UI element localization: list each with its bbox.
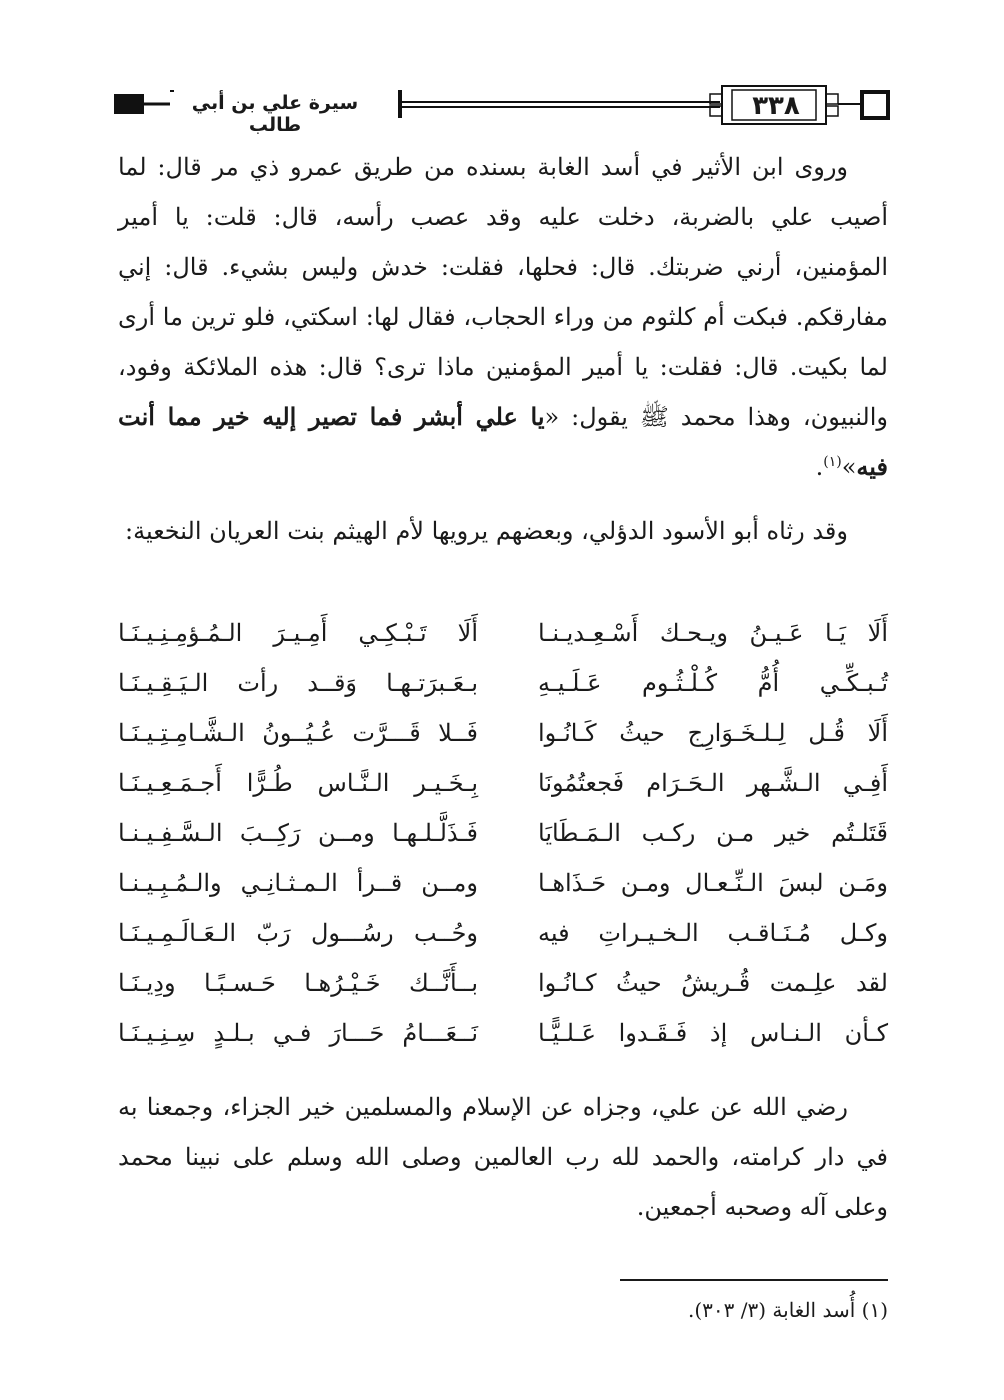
paragraph-elegy-intro	[118, 506, 888, 556]
closing-text: رضي الله عن علي، وجزاه عن الإسلام والمسلمين خير الجزاء، وجمعنا به في دار كرامته، والحمد لله رب العالمين وصلى الله وسلم على نبينا محمد وعلى آله وصحبه أجمعين.	[118, 1093, 888, 1221]
footnote-separator	[620, 1279, 888, 1281]
elegy-intro-text: وقد رثاه أبو الأسود الدؤلي، وبعضهم يرويها لأم الهيثم بنت العريان النخعية:	[125, 517, 848, 545]
poem-verse	[118, 808, 888, 858]
verse-first-hemistich: قَتَلـتُم خير مـن ركـب الـمَـطَايَا	[538, 819, 888, 847]
paragraph-closing	[118, 1082, 888, 1232]
narration-text: وروى ابن الأثير في أسد الغابة بسنده من طريق عمرو ذي مر قال: لما أصيب علي بالضربة، دخلت عليه وقد عصب رأسه، قال: قلت: يا أمير المؤمنين، أرني ضربتك. قال: فحلها، فقلت: خدش وليس بشيء. قال: إني مفارقكم. فبكت أم كلثوم من وراء الحجاب، فقال لها: اسكتي، فلو ترين ما أرى لما بكيت. قال: فقلت: يا أمير المؤمنين ماذا ترى؟ قال: هذه الملائكة وفود، والنبيون، وهذا محمد ﷺ يقول: «	[118, 153, 889, 431]
hadith-quote: يا علي أبشر فما تصير إليه خير مما أنت فيه	[118, 402, 888, 481]
footnote-marker: (١)	[823, 454, 842, 470]
verse-first-hemistich: ومَـن لبسَ الـنِّـعـال ومـن حَـذَاهـا	[538, 869, 888, 897]
verse-first-hemistich: أَلَا قُـل لِـلـخَـوَارِج حيثُ كَـانُـوا	[538, 719, 888, 747]
verse-second-hemistich: فَــلا قَـــرَّت عُـيُــونُ الـشَّـامِـتِـيـنَـا	[118, 719, 478, 747]
quote-close: »	[841, 453, 857, 481]
verse-second-hemistich: نَــعَـــامُ حَـــارَ فـي بـلـدٍ سِـنِـيـنَـا	[118, 1019, 478, 1047]
poem-verse	[118, 1008, 888, 1058]
verse-second-hemistich: بــأَنَّــك خَـيْـرُهـا حَـسـبًـا ودِيـنَـا	[118, 969, 478, 997]
poem-verse	[118, 758, 888, 808]
period: .	[815, 453, 824, 481]
paragraph-narration	[118, 142, 888, 492]
poem-verse	[118, 658, 888, 708]
verse-first-hemistich: أَلَا يَـا عَـيـنُ ويـحـك أَسْـعِـديـنـا	[538, 619, 888, 647]
page-number: ٣٣٨	[752, 91, 800, 121]
verse-second-hemistich: ومــن قــرأ الـمـثـانِـي والـمُـبِـيـنـا	[118, 869, 478, 897]
verse-first-hemistich: أَفِـي الـشَّـهر الـحَـرَام فَجعتُمُونَا	[538, 769, 888, 797]
poem-verse	[118, 708, 888, 758]
verse-second-hemistich: بِـخَـيـر الـنَّـاس طُـرًّا أَجـمَـعِـيـنَـا	[118, 769, 478, 797]
poem-verse	[118, 908, 888, 958]
poem-verse	[118, 958, 888, 1008]
running-title: سيرة علي بن أبي طالب	[170, 92, 380, 136]
verse-second-hemistich: فَـذَلَّـلـهـا ومــن رَكِــبَ الـسَّـفِـيـنـا	[118, 819, 478, 847]
poem-verse	[118, 608, 888, 658]
page-header	[110, 84, 890, 136]
verse-first-hemistich: وكـل مُـنَـاقـب الـخـيـراتِ فيه	[538, 919, 888, 947]
verse-first-hemistich: كـأن الـنـاس إذ فَـقَـدوا عَـلـيًّـا	[538, 1019, 888, 1047]
poem-verse	[118, 858, 888, 908]
verse-second-hemistich: أَلَا تَـبْـكِـي أَمِـيـرَ الـمُـؤمِـنِـيـنَـا	[118, 619, 478, 647]
poem	[118, 608, 888, 1058]
verse-first-hemistich: تُـبـكِّـي أُمُّ كُـلْـثُـوم عَـلَـيـهِ	[538, 669, 888, 697]
verse-second-hemistich: بـعَـبرَتـهـا وَقــد رأت الـيَـقِـيـنَـا	[118, 669, 478, 697]
verse-second-hemistich: وحُــب رسُـــول رَبّ الـعَـالَـمِـيـنَـا	[118, 919, 478, 947]
verse-first-hemistich: لقد علِـمت قُـريشُ حيثُ كـانُـوا	[538, 969, 888, 997]
footnote: (١) أُسد الغابة (٣/ ٣٠٣).	[688, 1298, 888, 1322]
